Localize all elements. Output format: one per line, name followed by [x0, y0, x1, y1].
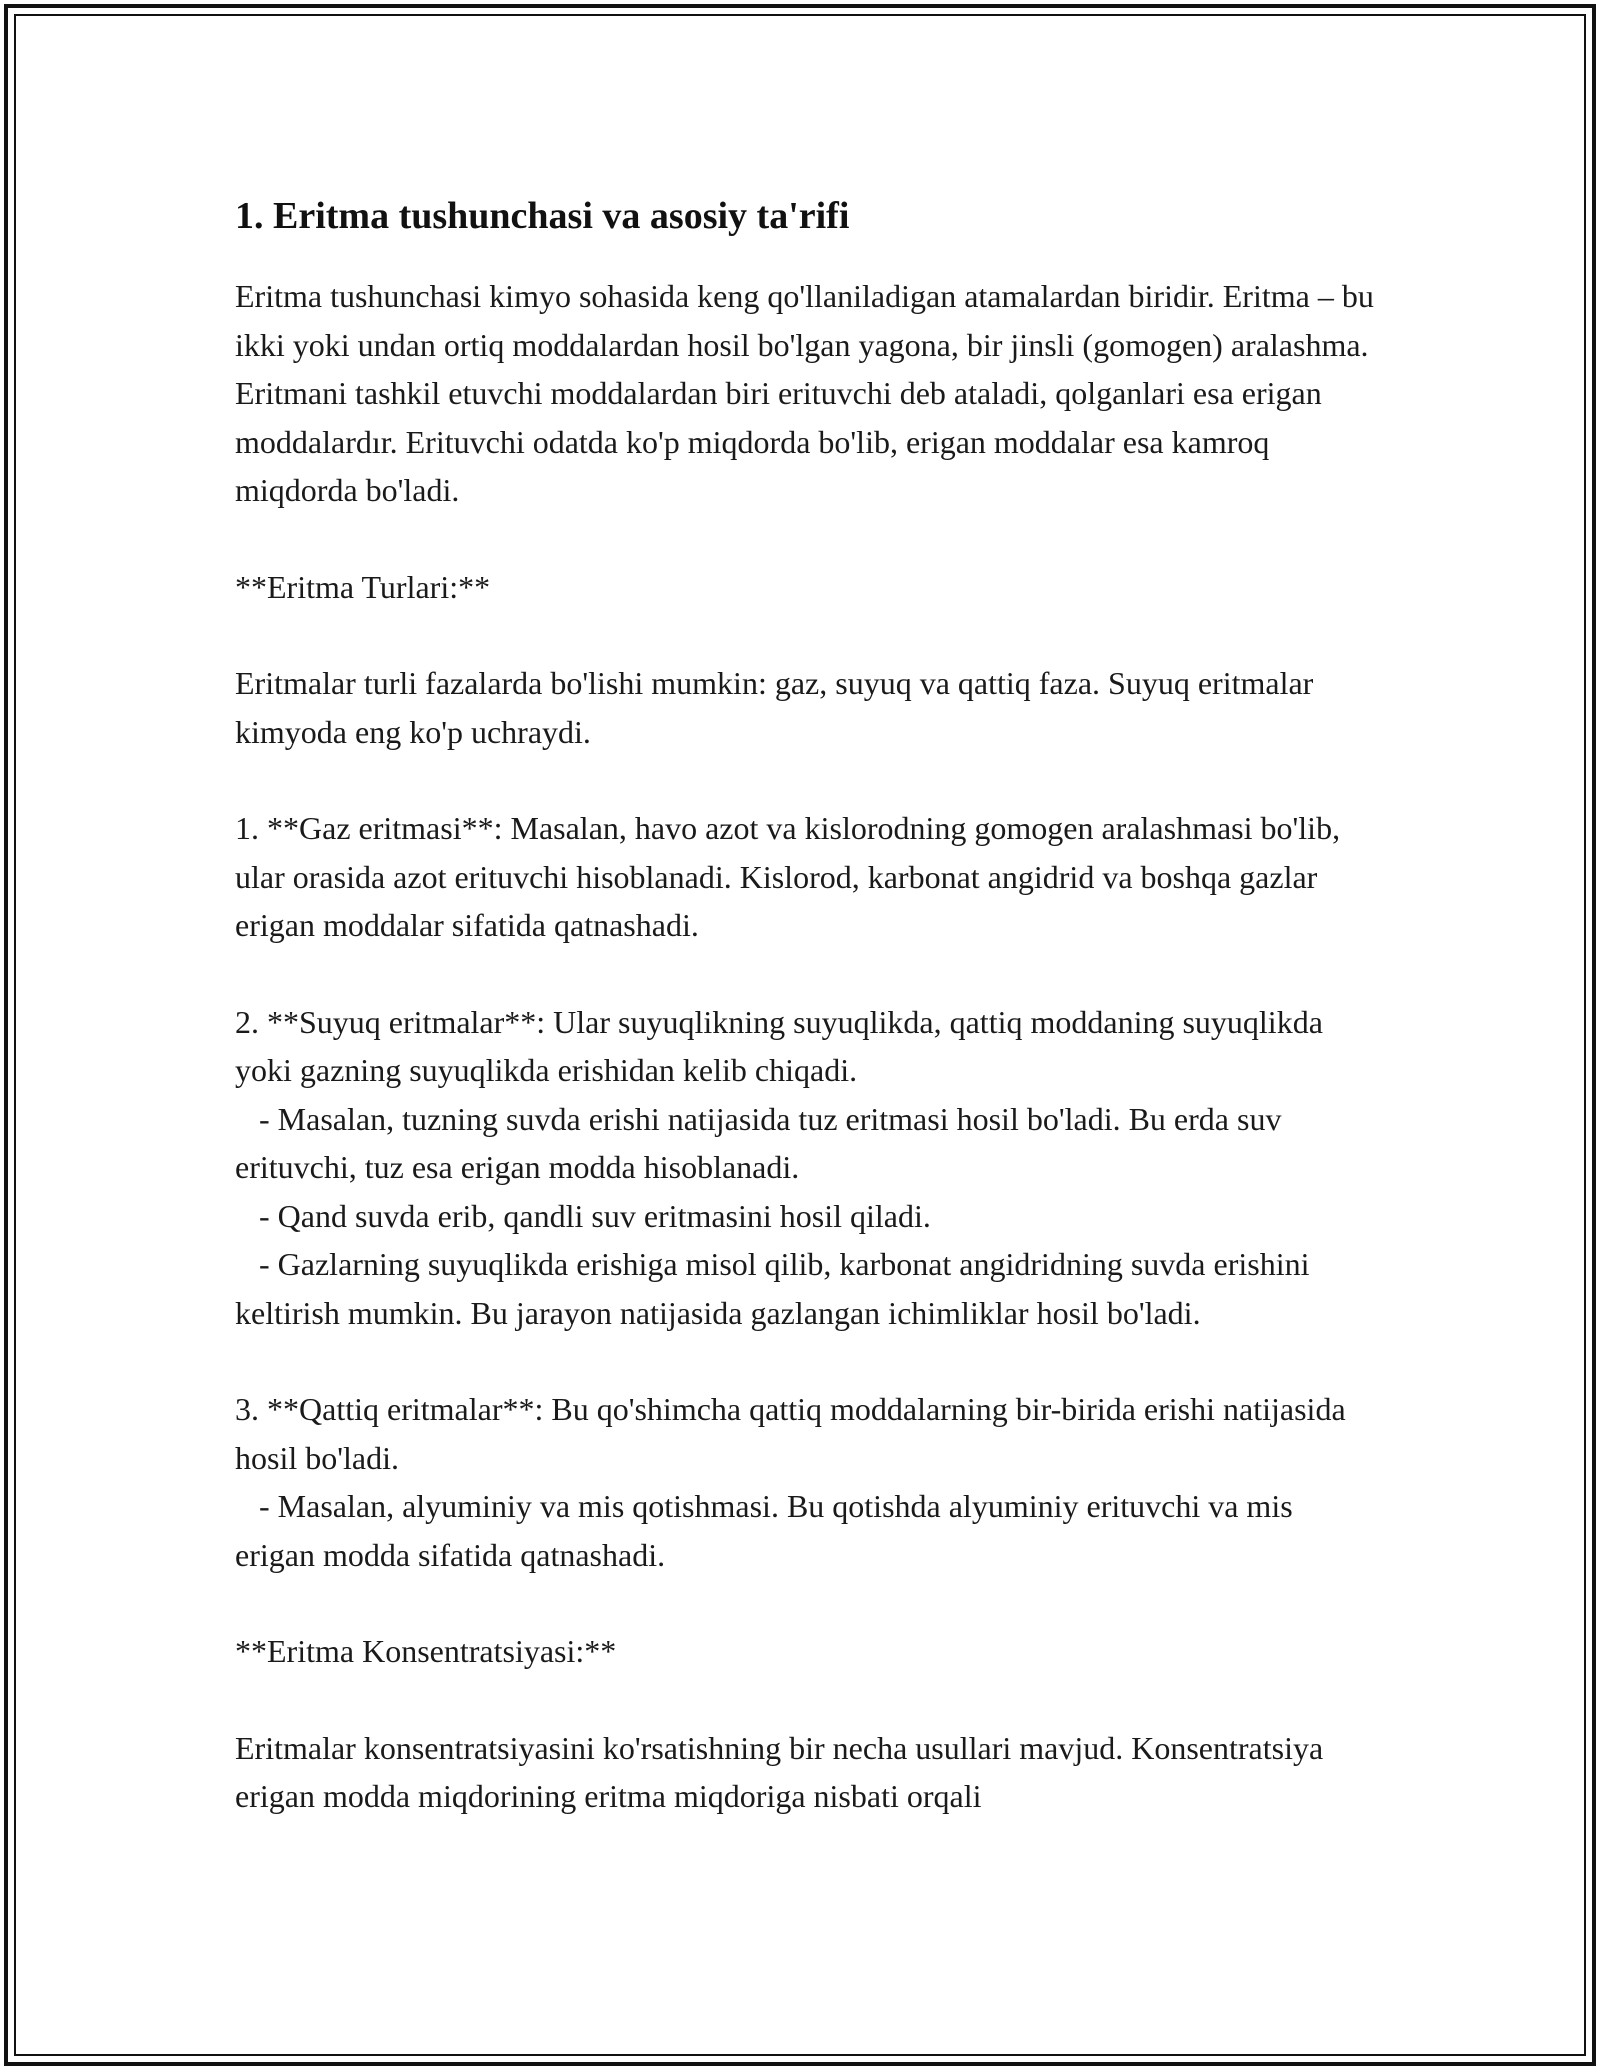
- document-body: [235, 188, 1382, 1869]
- list-item-solid: 3. **Qattiq eritmalar**: Bu qo'shimcha qattiq moddalarning bir-birida erishi natijasida hosil bo'ladi. - Masalan, alyuminiy va mis qotishmasi. Bu qotishda alyuminiy erituvchi va mis erigan modda sifatida qatnashadi.: [235, 1391, 1346, 1573]
- section-heading: 1. Eritma tushunchasi va asosiy ta'rifi: [235, 195, 850, 237]
- list-item-gas: 1. **Gaz eritmasi**: Masalan, havo azot va kislorodning gomogen aralashmasi bo'lib, ular orasida azot erituvchi hisoblanadi. Kislorod, karbonat angidrid va boshqa gazlar erigan moddalar sifatida qatnashadi.: [235, 810, 1349, 943]
- paragraph-definition: Eritma tushunchasi kimyo sohasida keng qo'llaniladigan atamalardan biridir. Eritma – bu ikki yoki undan ortiq moddalardan hosil bo'lgan yagona, bir jinsli (gomogen) aralashma. Eritmani tashkil etuvchi moddalardan biri erituvchi deb ataladi, qolganlari esa erigan moddalardır. Erituvchi odatda ko'p miqdorda bo'lib, erigan moddalar esa kamroq miqdorda bo'ladi.: [235, 278, 1382, 508]
- subheading-types: **Eritma Turlari:**: [235, 568, 491, 605]
- paragraph-phases: Eritmalar turli fazalarda bo'lishi mumkin: gaz, suyuq va qattiq faza. Suyuq eritmalar kimyoda eng ko'p uchraydi.: [235, 665, 1322, 750]
- list-item-liquid: 2. **Suyuq eritmalar**: Ular suyuqlikning suyuqlikda, qattiq moddaning suyuqlikda yoki gazning suyuqlikda erishidan kelib chiqadi. - Masalan, tuzning suvda erishi natijasida tuz eritmasi hosil bo'ladi. Bu erda suv erituvchi, tuz esa erigan modda hisoblanadi. - Qand suvda erib, qandli suv eritmasini hosil qiladi. - Gazlarning suyuqlikda erishiga misol qilib, karbonat angidridning suvda erishini keltirish mumkin. Bu jarayon natijasida gazlangan ichimliklar hosil bo'ladi.: [235, 1003, 1323, 1331]
- paragraph-concentration: Eritmalar konsentratsiyasini ko'rsatishning bir necha usullari mavjud. Konsentratsiya erigan modda miqdorining eritma miqdoriga nisbati orqali: [235, 1729, 1332, 1814]
- subheading-concentration: **Eritma Konsentratsiyasi:**: [235, 1633, 617, 1669]
